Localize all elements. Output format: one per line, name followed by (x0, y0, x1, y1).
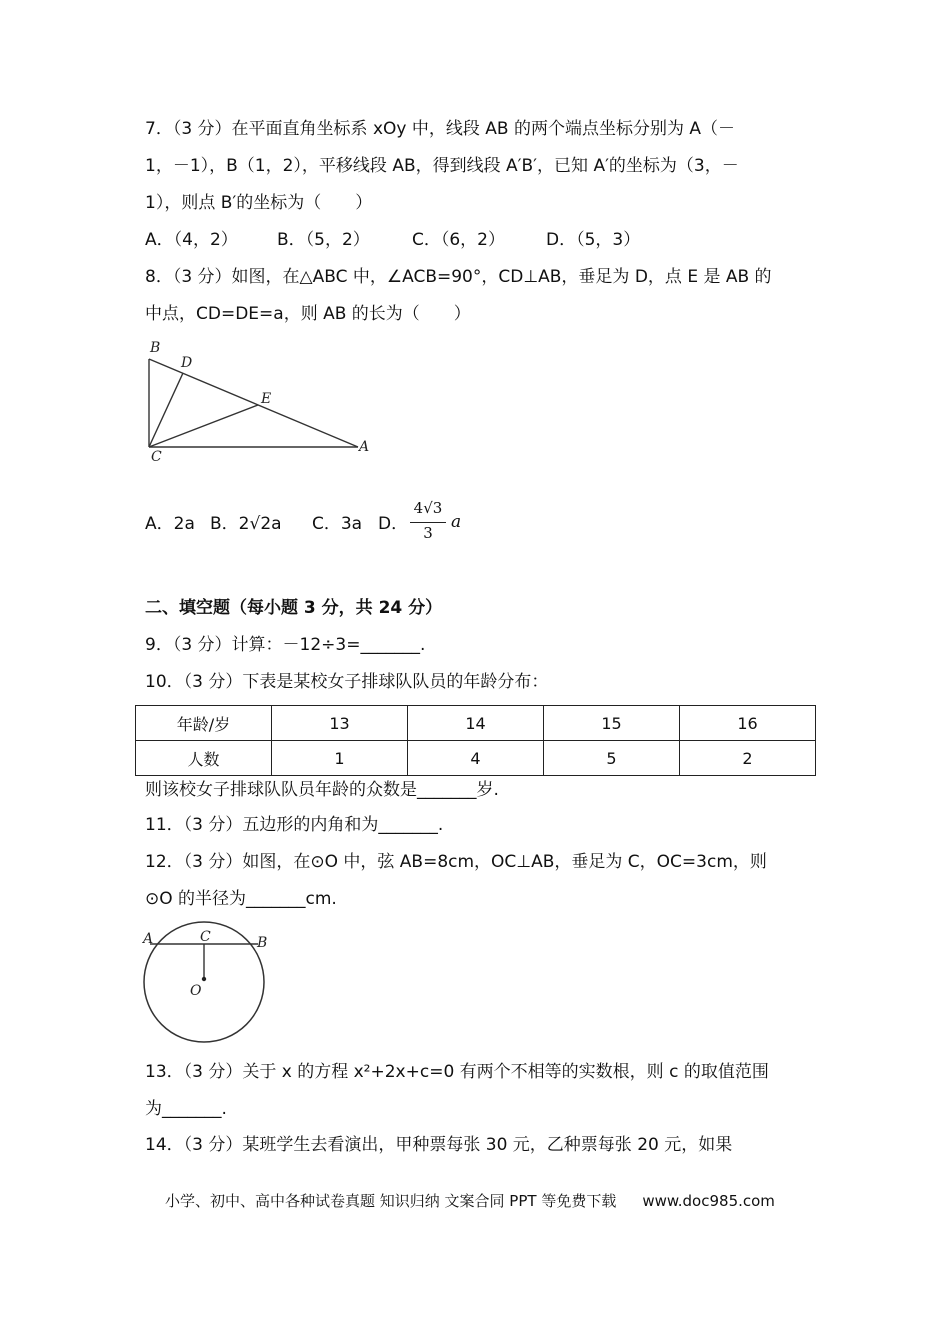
q10-after: 则该校女子排球队队员年龄的众数是_______岁. (145, 780, 499, 800)
triangle-figure (140, 335, 380, 465)
table-cell: 人数 (136, 741, 272, 776)
label-a: A (143, 931, 154, 947)
q8-option-d-numerator: 4√3 (413, 499, 443, 517)
table-cell: 4 (408, 741, 544, 776)
label-c: C (151, 449, 162, 465)
q8-option-d-variable: a (451, 512, 462, 532)
label-b: B (150, 340, 161, 356)
label-a: A (359, 439, 370, 455)
table-cell: 1 (272, 741, 408, 776)
circle-figure (138, 925, 278, 1045)
table-cell: 5 (544, 741, 680, 776)
q7-option-a: A．（4，2） (145, 230, 238, 250)
section-heading: 二、填空题（每小题 3 分，共 24 分） (145, 598, 443, 618)
segment-ba (149, 359, 358, 447)
q7-option-d: D．（5，3） (546, 230, 641, 250)
q8-option-d-denominator: 3 (423, 524, 433, 542)
q8-option-b-label: B．2 (210, 514, 250, 534)
q7-line3: 1），则点 B′的坐标为（ ） (145, 193, 373, 213)
table-row (136, 706, 816, 741)
q9-text: 9．（3 分）计算：－12÷3=_______. (145, 635, 426, 655)
age-distribution-table (135, 705, 816, 776)
q13-line1: 13．（3 分）关于 x 的方程 x²+2x+c=0 有两个不相等的实数根，则 c 的取值范围 (145, 1062, 769, 1082)
q14-line1: 14．（3 分）某班学生去看演出，甲种票每张 30 元，乙种票每张 20 元，如果 (145, 1135, 733, 1155)
table-cell: 14 (408, 706, 544, 741)
q7-line2: 1，－1），B（1，2），平移线段 AB，得到线段 A′B′，已知 A′的坐标为（3，－ (145, 156, 739, 176)
q8-option-c: C．3a (312, 514, 363, 534)
q8-line1: 8．（3 分）如图，在△ABC 中，∠ACB=90°，CD⊥AB，垂足为 D，点 E 是 AB 的 (145, 267, 772, 287)
page-footer (165, 1190, 775, 1211)
q12-line2: ⊙O 的半径为_______cm. (145, 889, 337, 909)
table-cell: 15 (544, 706, 680, 741)
q11-text: 11．（3 分）五边形的内角和为_______. (145, 815, 444, 835)
q8-option-b (210, 512, 282, 536)
q8-line2: 中点，CD=DE=a，则 AB 的长为（ ） (145, 304, 471, 324)
label-c: C (200, 929, 211, 945)
q8-option-b-radical: √2a (249, 514, 282, 534)
table-cell: 年龄/岁 (136, 706, 272, 741)
q12-line1: 12．（3 分）如图，在⊙O 中，弦 AB=8cm，OC⊥AB，垂足为 C，OC=3cm，则 (145, 852, 767, 872)
q8-option-d-label: D． (378, 514, 409, 534)
q7-option-b: B．（5，2） (277, 230, 370, 250)
footer-url: www.doc985.com (642, 1192, 775, 1210)
label-e: E (261, 391, 272, 407)
label-d: D (181, 355, 193, 371)
q13-line2: 为_______. (145, 1099, 227, 1119)
q8-option-a: A．2a (145, 514, 195, 534)
q7-line1: 7．（3 分）在平面直角坐标系 xOy 中，线段 AB 的两个端点坐标分别为 A（－ (145, 119, 735, 139)
fraction-bar (410, 522, 446, 523)
table-cell: 16 (680, 706, 816, 741)
table-cell: 2 (680, 741, 816, 776)
label-b: B (257, 935, 268, 951)
table-row (136, 741, 816, 776)
q7-option-c: C．（6，2） (412, 230, 506, 250)
q10-text: 10．（3 分）下表是某校女子排球队队员的年龄分布： (145, 672, 549, 692)
footer-text: 小学、初中、高中各种试卷真题 知识归纳 文案合同 PPT 等免费下载 (165, 1192, 617, 1210)
table-cell: 13 (272, 706, 408, 741)
label-o: O (190, 983, 202, 999)
center-point (202, 977, 206, 981)
